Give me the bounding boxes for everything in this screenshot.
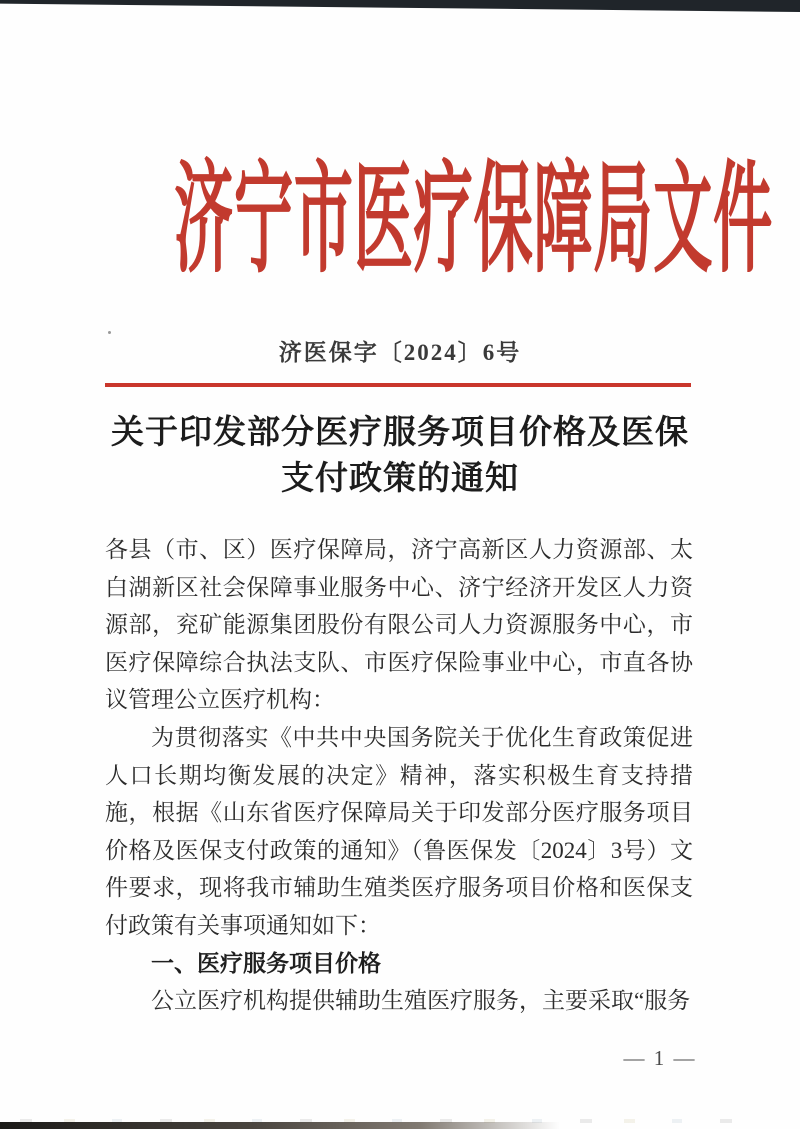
- document-body: [105, 531, 693, 1020]
- section-1-paragraph: 公立医疗机构提供辅助生殖医疗服务，主要采取“服务: [151, 988, 691, 1014]
- intro-paragraph: 为贯彻落实《中共中央国务院关于优化生育政策促进人口长期均衡发展的决定》精神，落实积极生育支持措施，根据《山东省医疗保障局关于印发部分医疗服务项目价格及医保支付政策的通知》（鲁医保发〔2024〕3号）文件要求，现将我市辅助生殖类医疗服务项目价格和医保支付政策有关事项通知如下：: [105, 724, 693, 938]
- scanner-edge-top: [0, 0, 800, 13]
- scan-speck: [108, 331, 111, 334]
- document-title-line-1: 关于印发部分医疗服务项目价格及医保: [111, 415, 689, 451]
- document-title: [0, 410, 800, 502]
- document-number: 济医保字〔2024〕6号: [278, 340, 522, 365]
- page-number: — 1 —: [623, 1046, 697, 1070]
- recipients-paragraph: 各县（市、区）医疗保障局，济宁高新区人力资源部、太白湖新区社会保障事业服务中心、济宁经济开发区人力资源部，兖矿能源集团股份有限公司人力资源服务中心，市医疗保障综合执法支队、市医疗保险事业中心，市直各协议管理公立医疗机构：: [105, 537, 693, 713]
- agency-letterhead-title: 济宁市医疗保障局文件: [174, 152, 773, 287]
- scanner-edge-bottom: [0, 1122, 560, 1129]
- document-title-line-2: 支付政策的通知: [281, 461, 519, 497]
- section-heading-1: 一、医疗服务项目价格: [151, 949, 381, 976]
- letterhead-divider-rule: [105, 383, 691, 387]
